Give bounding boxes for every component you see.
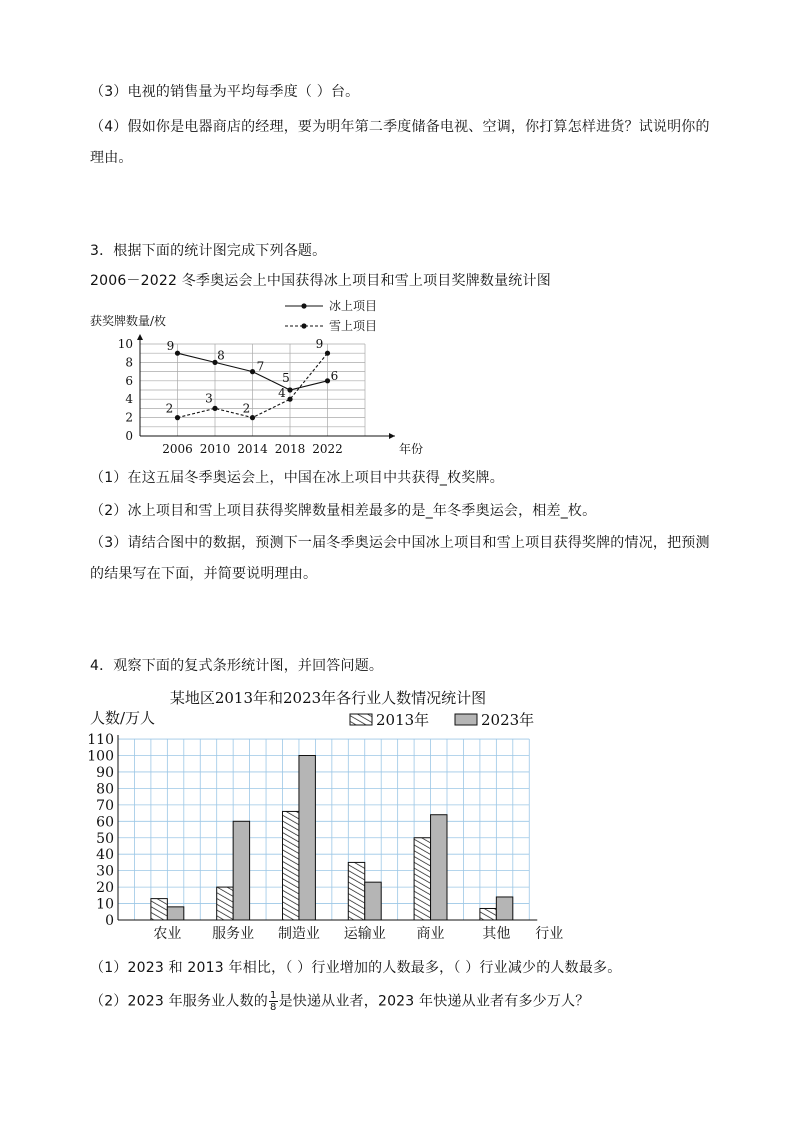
bar-1 xyxy=(414,838,430,920)
question-3-sub-3-line2: 的结果写在下面，并简要说明理由。 xyxy=(90,566,318,582)
y-tick-label: 60 xyxy=(96,814,114,831)
x-tick-label: 2018 xyxy=(274,442,306,456)
data-label: 3 xyxy=(205,391,213,406)
legend-label: 雪上项目 xyxy=(329,319,378,333)
x-axis-arrow xyxy=(389,433,395,439)
bar-2 xyxy=(496,897,512,920)
x-tick-label: 其他 xyxy=(482,926,511,942)
x-axis-label: 年份 xyxy=(399,442,424,456)
bar-2 xyxy=(299,756,315,921)
data-point xyxy=(250,415,255,420)
bar-1 xyxy=(283,811,299,920)
question-3-sub-4-line2: 理由。 xyxy=(90,150,133,166)
fraction-denominator: 8 xyxy=(270,1002,277,1013)
question-4-sub-2-post: 是快递从业者，2023 年快递从业者有多少万人？ xyxy=(278,993,590,1010)
legend-marker xyxy=(301,323,306,328)
question-3-sub-1: （1）在这五届冬季奥运会上，中国在冰上项目中共获得_枚奖牌。 xyxy=(90,470,504,486)
x-tick-label: 商业 xyxy=(416,926,445,942)
bar-chart xyxy=(88,686,568,946)
question-3-sub-3-line1: （3）请结合图中的数据，预测下一届冬季奥运会中国冰上项目和雪上项目获得奖牌的情况，把预测 xyxy=(90,535,710,551)
question-3-stem: 3．根据下面的统计图完成下列各题。 xyxy=(90,243,327,259)
x-axis-label: 行业 xyxy=(535,926,564,942)
data-label: 7 xyxy=(256,359,265,374)
y-tick-label: 110 xyxy=(87,732,114,749)
legend-marker xyxy=(301,303,306,308)
line-chart-title: 2006－2022 冬季奥运会上中国获得冰上项目和雪上项目奖牌数量统计图 xyxy=(90,273,551,289)
data-label: 4 xyxy=(278,386,286,401)
y-tick-label: 100 xyxy=(87,748,114,765)
bar-2 xyxy=(431,815,447,920)
legend-swatch-1 xyxy=(350,714,372,725)
x-tick-label: 运输业 xyxy=(343,926,386,942)
y-tick-label: 6 xyxy=(125,373,133,388)
data-label: 8 xyxy=(217,348,225,363)
y-tick-label: 10 xyxy=(96,896,114,913)
bar-1 xyxy=(217,887,233,920)
bar-1 xyxy=(480,908,496,920)
data-label: 2 xyxy=(165,401,174,416)
data-label: 9 xyxy=(315,337,324,352)
line-chart xyxy=(85,292,424,462)
fraction-one-eighth xyxy=(269,990,278,1013)
data-point xyxy=(250,369,255,374)
y-tick-label: 4 xyxy=(125,392,133,407)
x-tick-label: 2022 xyxy=(312,442,343,456)
y-tick-label: 80 xyxy=(96,781,114,798)
x-tick-label: 制造业 xyxy=(277,926,320,942)
y-tick-label: 40 xyxy=(96,847,114,864)
bar-2 xyxy=(233,821,249,920)
x-tick-label: 2006 xyxy=(162,442,193,456)
x-tick-label: 农业 xyxy=(153,926,182,942)
bar-chart-title: 某地区2013年和2023年各行业人数情况统计图 xyxy=(169,689,487,707)
y-tick-label: 0 xyxy=(105,913,114,929)
bar-2 xyxy=(365,882,381,920)
y-tick-label: 90 xyxy=(96,764,114,781)
data-label: 9 xyxy=(166,339,175,354)
y-tick-label: 0 xyxy=(125,429,133,443)
x-tick-label: 2014 xyxy=(237,442,268,456)
bar-1 xyxy=(151,899,167,920)
data-point xyxy=(287,387,292,392)
data-label: 5 xyxy=(282,371,290,385)
question-4-sub-2-pre: （2）2023 年服务业人数的 xyxy=(90,993,268,1010)
y-tick-label: 70 xyxy=(96,797,114,814)
x-tick-label: 服务业 xyxy=(212,926,255,942)
data-point xyxy=(212,406,217,411)
y-tick-label: 10 xyxy=(117,337,133,351)
data-point xyxy=(325,378,330,383)
question-3-sub-2: （2）冰上项目和雪上项目获得奖牌数量相差最多的是_年冬季奥运会，相差_枚。 xyxy=(90,503,597,519)
x-tick-label: 2010 xyxy=(199,442,231,456)
line-chart-ylabel: 获奖牌数量/枚 xyxy=(90,314,167,328)
data-label: 6 xyxy=(330,368,339,383)
legend-label: 2013年 xyxy=(376,711,430,729)
y-tick-label: 20 xyxy=(96,880,114,897)
data-point xyxy=(175,415,180,420)
fraction-numerator: 1 xyxy=(270,990,277,1001)
bar-chart-ylabel: 人数/万人 xyxy=(90,709,156,727)
legend-swatch-2 xyxy=(455,714,477,725)
y-tick-label: 8 xyxy=(125,355,133,370)
y-tick-label: 2 xyxy=(125,410,133,425)
legend-label: 冰上项目 xyxy=(329,299,378,313)
question-4-stem: 4．观察下面的复式条形统计图，并回答问题。 xyxy=(90,658,384,674)
data-point xyxy=(175,351,180,356)
legend-label: 2023年 xyxy=(481,711,535,729)
data-point xyxy=(325,351,330,356)
y-axis-arrow xyxy=(137,334,143,340)
data-label: 2 xyxy=(242,401,251,416)
bar-1 xyxy=(348,862,364,920)
question-4-sub-1: （1）2023 和 2013 年相比，（ ）行业增加的人数最多，（ ）行业减少的人数最多。 xyxy=(90,960,622,976)
data-point xyxy=(287,397,292,402)
question-4-sub-2 xyxy=(90,990,589,1013)
y-tick-label: 30 xyxy=(96,863,114,880)
question-3-sub-4-line1: （4）假如你是电器商店的经理，要为明年第二季度储备电视、空调，你打算怎样进货？试说明你的 xyxy=(90,119,710,135)
y-tick-label: 50 xyxy=(96,830,114,847)
question-3-sub-3: （3）电视的销售量为平均每季度（ ）台。 xyxy=(90,84,360,100)
bar-2 xyxy=(167,907,183,920)
